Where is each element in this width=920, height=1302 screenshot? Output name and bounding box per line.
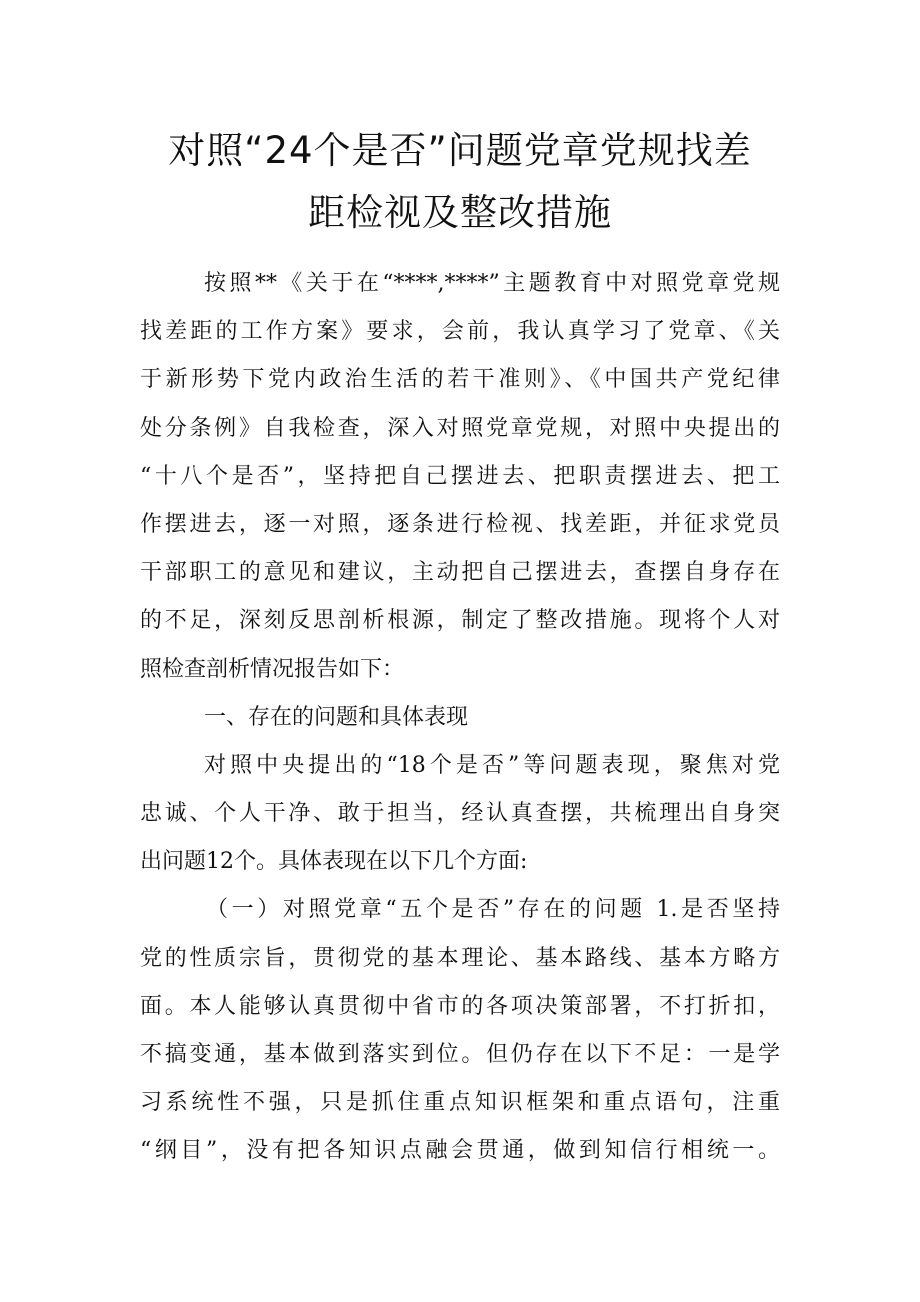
paragraph-line: 于新形势下党内政治生活的若干准则》、《中国共产党纪律 xyxy=(140,367,780,393)
paragraph-line: “纲目”，没有把各知识点融会贯通，做到知信行相统一。 xyxy=(140,1138,780,1164)
paragraph-line: 对照中央提出的“18个是否”等问题表现，聚焦对党 xyxy=(204,752,780,778)
paragraph-line: 忠诚、个人干净、敢于担当，经认真查摆，共梳理出自身突 xyxy=(140,801,780,827)
document-title xyxy=(100,120,820,244)
paragraph-line: 照检查剖析情况报告如下： xyxy=(140,656,405,682)
paragraph-line: 按照**《关于在“****,****”主题教育中对照党章党规 xyxy=(204,271,780,296)
document-body xyxy=(140,260,780,1176)
paragraph-line: 处分条例》自我检查，深入对照党章党规，对照中央提出的 xyxy=(140,415,780,441)
subsection-line: （一）对照党章“五个是否”存在的问题 1.是否坚持 xyxy=(206,897,780,923)
paragraph-line: 干部职工的意见和建议，主动把自己摆进去，查摆自身存在 xyxy=(140,560,780,586)
title-line: 距检视及整改措施 xyxy=(308,191,612,234)
paragraph-line: 面。本人能够认真贯彻中省市的各项决策部署，不打折扣， xyxy=(140,993,780,1019)
paragraph-line: 的不足，深刻反思剖析根源，制定了整改措施。现将个人对 xyxy=(140,608,780,634)
paragraph-line: 习系统性不强，只是抓住重点知识框架和重点语句，注重 xyxy=(140,1090,780,1116)
paragraph-line: 出问题12个。具体表现在以下几个方面: xyxy=(140,849,528,875)
paragraph-line: 不搞变通，基本做到落实到位。但仍存在以下不足：一是学 xyxy=(140,1042,780,1067)
paragraph-line: 作摆进去，逐一对照，逐条进行检视、找差距，并征求党员 xyxy=(140,511,780,537)
title-line: 对照“24个是否”问题党章党规找差 xyxy=(168,129,752,172)
paragraph-line: 党的性质宗旨，贯彻党的基本理论、基本路线、基本方略方 xyxy=(140,945,780,971)
paragraph-line: “十八个是否”，坚持把自己摆进去、把职责摆进去、把工 xyxy=(140,463,780,489)
section-heading: 一、存在的问题和具体表现 xyxy=(204,704,469,730)
paragraph-line: 找差距的工作方案》要求，会前，我认真学习了党章、《关 xyxy=(140,319,780,345)
